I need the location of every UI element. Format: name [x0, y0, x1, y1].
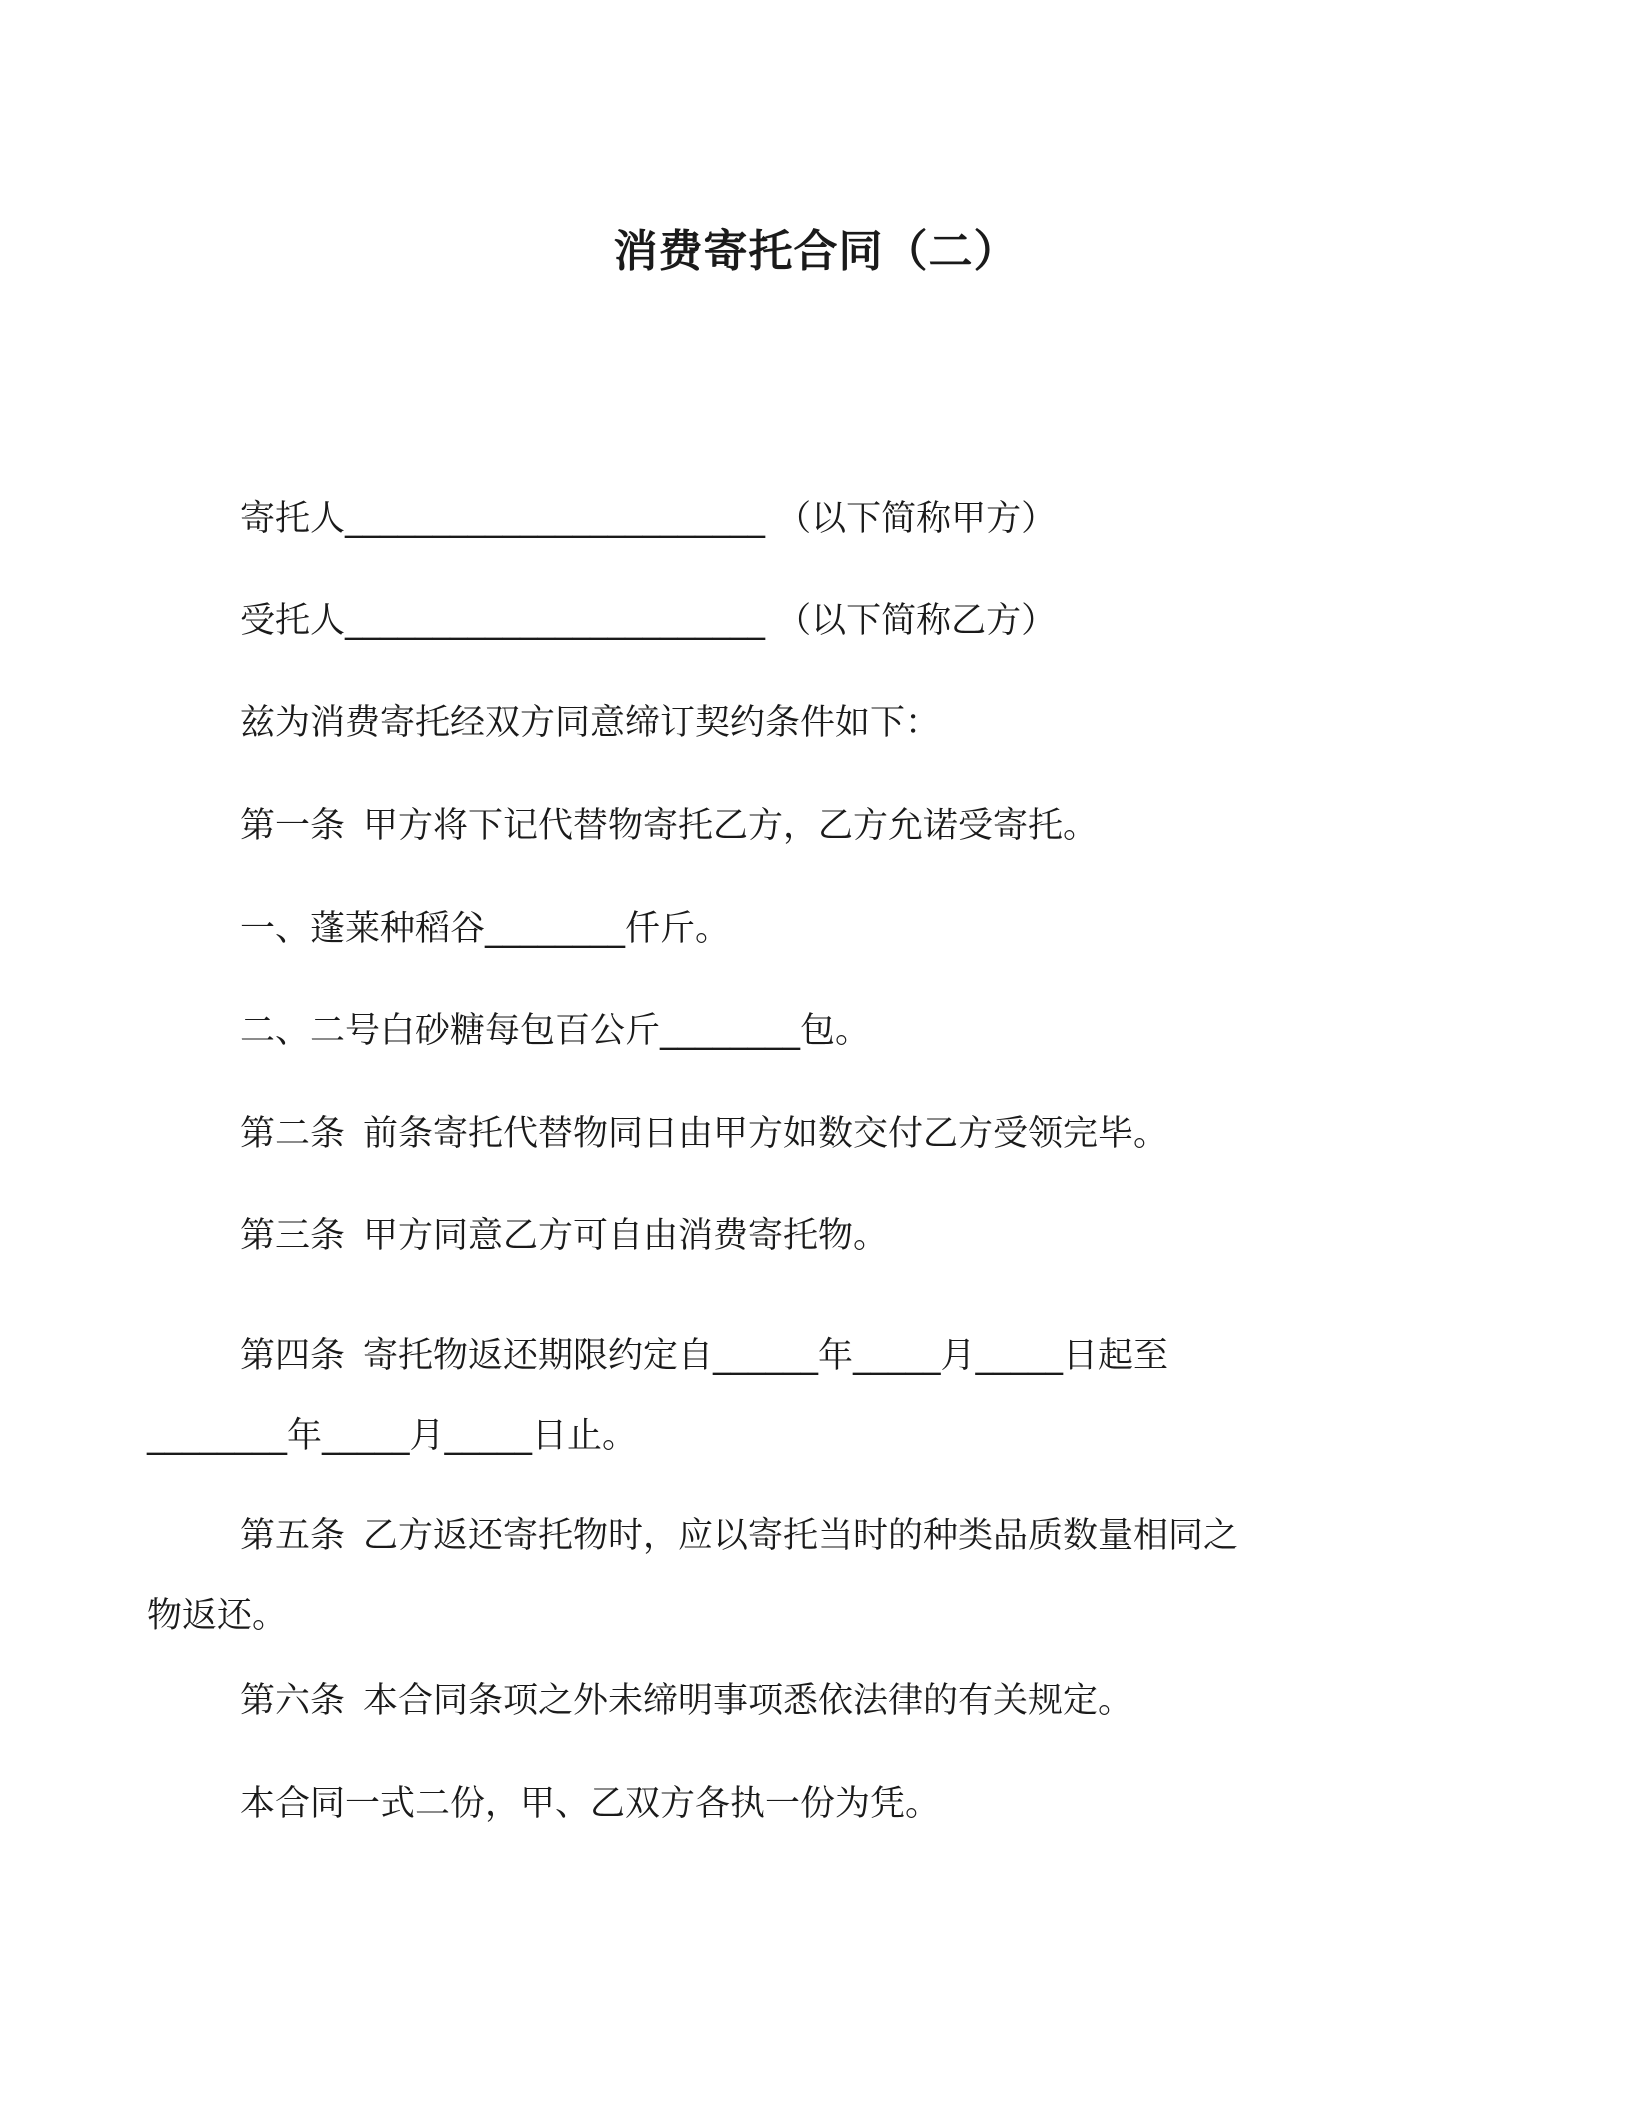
article-1-text: 甲方将下记代替物寄托乙方，乙方允诺受寄托。: [363, 806, 1099, 846]
item-1: 一、蓬莱种稻谷________仟斤。: [240, 909, 731, 949]
consignor-line: 寄托人________________________ （以下简称甲方）: [240, 499, 1057, 539]
article-3-heading: 第三条: [240, 1216, 346, 1256]
article-1: [240, 803, 1370, 849]
page-title: 消费寄托合同（二）: [613, 226, 1019, 277]
consignee-line: 受托人________________________ （以下简称乙方）: [240, 601, 1057, 641]
article-4-text: 寄托物返还期限约定自______年_____月_____日起至________年_____月_____日止。: [147, 1336, 1169, 1456]
article-6: [240, 1678, 1370, 1724]
article-3: [240, 1213, 1370, 1259]
article-5-heading: 第五条: [240, 1516, 346, 1556]
intro-paragraph: 兹为消费寄托经双方同意缔订契约条件如下：: [240, 703, 941, 743]
article-4-heading: 第四条: [240, 1336, 346, 1376]
article-5: [147, 1496, 1267, 1656]
article-6-text: 本合同条项之外未缔明事项悉依法律的有关规定。: [363, 1681, 1134, 1721]
item-2: 二、二号白砂糖每包百公斤________包。: [240, 1011, 871, 1051]
article-6-heading: 第六条: [240, 1681, 346, 1721]
article-2: [240, 1111, 1370, 1157]
article-3-text: 甲方同意乙方可自由消费寄托物。: [363, 1216, 889, 1256]
article-2-heading: 第二条: [240, 1114, 346, 1154]
article-4: [147, 1316, 1267, 1476]
article-2-text: 前条寄托代替物同日由甲方如数交付乙方受领完毕。: [363, 1114, 1169, 1154]
article-1-heading: 第一条: [240, 806, 346, 846]
article-5-text: 乙方返还寄托物时，应以寄托当时的种类品质数量相同之物返还。: [147, 1516, 1239, 1636]
closing-paragraph: 本合同一式二份，甲、乙双方各执一份为凭。: [240, 1784, 941, 1824]
